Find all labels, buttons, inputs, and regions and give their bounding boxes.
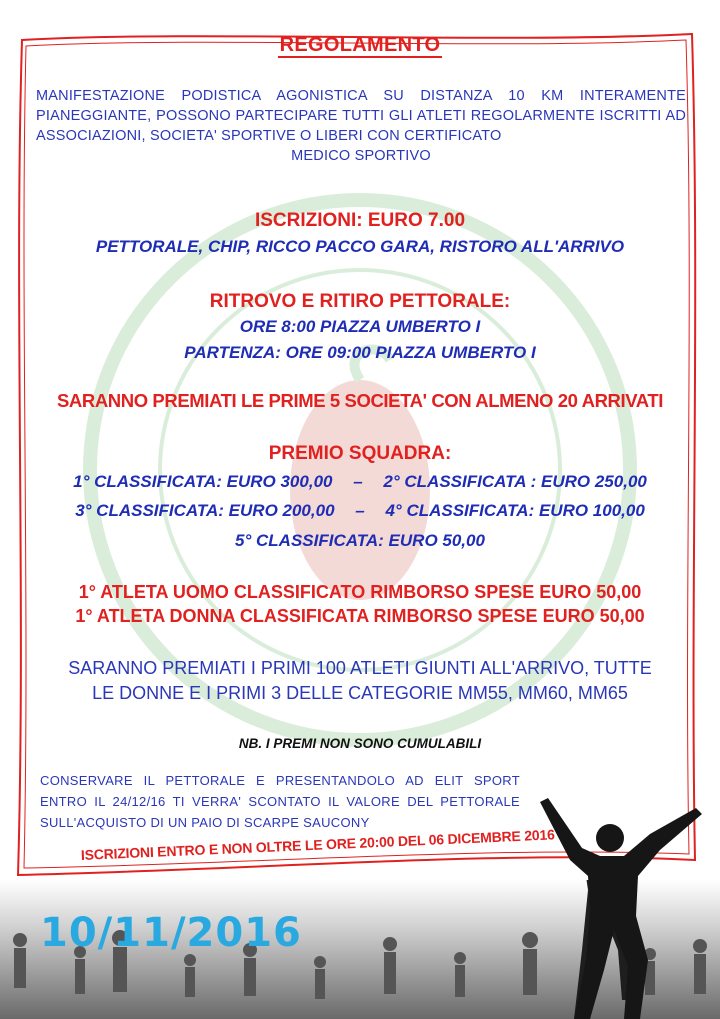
premio-squadra-section [28,440,692,556]
premio-2: 2° CLASSIFICATA : EURO 250,00 [383,472,647,491]
premiati-atleti-line2: LE DONNE E I PRIMI 3 DELLE CATEGORIE MM55, MM60, MM65 [92,683,628,703]
event-date: 10/11/2016 [40,910,302,956]
iscrizioni-detail: PETTORALE, CHIP, RICCO PACCO GARA, RISTORO ALL'ARRIVO [95,237,625,256]
ritrovo-section [28,290,692,366]
conserva-paragraph: CONSERVARE IL PETTORALE E PRESENTANDOLO AD ELIT SPORT ENTRO IL 24/12/16 TI VERRA' SCONTATO IL VALORE DEL PETTORALE SULL'ACQUISTO DI UN PAIO DI SCARPE SAUCONY [40,773,520,830]
title-text: REGOLAMENTO [279,34,441,56]
premiati-atleti-section [28,656,692,706]
premio-1: 1° CLASSIFICATA: EURO 300,00 [73,472,333,491]
rimborso-uomo: 1° ATLETA UOMO CLASSIFICATO RIMBORSO SPESE EURO 50,00 [78,582,642,602]
ritrovo-line2: PARTENZA: ORE 09:00 PIAZZA UMBERTO I [184,343,536,362]
ritrovo-heading: RITROVO E RITIRO PETTORALE: [209,291,511,312]
rimborso-donna: 1° ATLETA DONNA CLASSIFICATA RIMBORSO SPESE EURO 50,00 [75,606,645,626]
premio-4: 4° CLASSIFICATA: EURO 100,00 [385,501,645,520]
rimborso-section [28,580,692,628]
page-title [28,34,692,57]
runner-silhouette [520,790,720,1019]
premiati-atleti-line1: SARANNO PREMIATI I PRIMI 100 ATLETI GIUNTI ALL'ARRIVO, TUTTE [68,658,652,678]
premio-row-1 [28,468,692,496]
premiati-societa: SARANNO PREMIATI LE PRIME 5 SOCIETA' CON ALMENO 20 ARRIVATI [56,390,664,411]
premio-5: 5° CLASSIFICATA: EURO 50,00 [235,531,485,550]
intro-paragraph [36,86,686,166]
premio-row-2 [28,496,692,526]
ritrovo-line1: ORE 8:00 PIAZZA UMBERTO I [239,317,481,336]
premio-row-1-separator: – [353,472,363,491]
intro-last-line: MEDICO SPORTIVO [291,148,431,164]
iscrizioni-deadline: ISCRIZIONI ENTRO E NON OLTRE LE ORE 20:00 DEL 06 DICEMBRE 2016 [80,826,555,863]
premio-3: 3° CLASSIFICATA: EURO 200,00 [75,501,335,520]
intro-text: MANIFESTAZIONE PODISTICA AGONISTICA SU DISTANZA 10 KM INTERAMENTE PIANEGGIANTE, POSSONO PARTECIPARE TUTTI GLI ATLETI REGOLARMENTE ISCRITTI AD ASSOCIAZIONI, SOCIETA' SPORTIVE O LIBERI CON CERTIFICATO [36,88,686,144]
nb-note: NB. I PREMI NON SONO CUMULABILI [238,736,482,751]
premio-squadra-heading: PREMIO SQUADRA: [268,443,452,464]
iscrizioni-heading: ISCRIZIONI: EURO 7.00 [254,210,466,231]
premio-row-2-separator: – [355,501,365,520]
iscrizioni-section [28,208,692,260]
